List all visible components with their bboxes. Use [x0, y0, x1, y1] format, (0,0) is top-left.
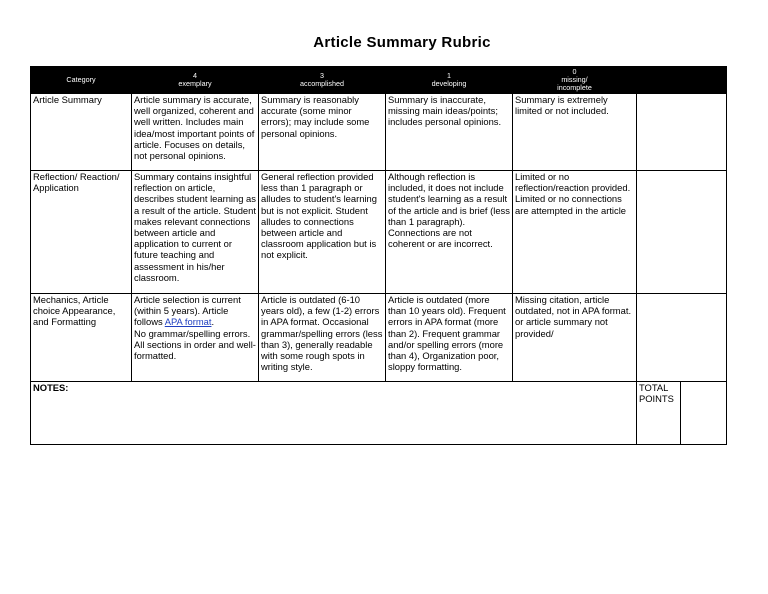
header-accomplished	[259, 67, 386, 94]
cell-text	[134, 294, 256, 328]
apa-format-link[interactable]: APA format	[164, 316, 212, 328]
cell-text-part: Article selection is current (within 5 years). Article follows	[134, 294, 241, 328]
cell-text: No grammar/spelling errors. All sections in order and well-formatted.	[134, 327, 256, 362]
header-row	[31, 67, 727, 94]
cell-exemplary: Summary contains insightful reflection on article, describes student learning as a result of the article. Student makes relevant connections between article and application to current or future teaching and assessment in his/her classroom.	[132, 171, 259, 294]
header-label-accomplished: accomplished	[300, 79, 344, 88]
row-category: Mechanics, Article choice Appearance, and Formatting	[31, 294, 132, 382]
header-label-exemplary: exemplary	[178, 79, 212, 88]
cell-incomplete: Summary is extremely limited or not included.	[513, 94, 637, 171]
header-exemplary	[132, 67, 259, 94]
cell-accomplished: Summary is reasonably accurate (some minor errors); may include some personal opinions.	[259, 94, 386, 171]
total-points-field[interactable]	[681, 382, 727, 445]
cell-incomplete	[513, 171, 637, 294]
total-points-label: TOTAL POINTS	[637, 382, 681, 445]
cell-text: Limited or no connections are attempted in the article	[515, 193, 626, 216]
header-category: Category	[31, 67, 132, 94]
cell-score[interactable]	[637, 94, 727, 171]
rubric-table	[30, 66, 727, 445]
cell-accomplished: General reflection provided less than 1 paragraph or alludes to student's learning but is not explicit. Student alludes to connections between article and classroom application but is not explicit.	[259, 171, 386, 294]
cell-developing: Summary is inaccurate, missing main ideas/points; includes personal opinions.	[386, 94, 513, 171]
header-developing	[386, 67, 513, 94]
notes-row	[31, 382, 727, 445]
row-category: Article Summary	[31, 94, 132, 171]
header-blank	[637, 67, 727, 94]
header-score-3: 3	[320, 70, 324, 80]
cell-score[interactable]	[637, 294, 727, 382]
rubric-title: Article Summary Rubric	[313, 34, 491, 51]
cell-text: Connections are not coherent or are incorrect.	[388, 227, 493, 250]
cell-developing: Article is outdated (more than 10 years old). Frequent errors in APA format (more than 2). Frequent grammar and/or spelling errors (more than 4), Organization poor, sloppy formatting.	[386, 294, 513, 382]
cell-exemplary: Article summary is accurate, well organized, coherent and well written. Includes main idea/most important points of article. Focuses on details, not personal opinions.	[132, 94, 259, 171]
cell-accomplished: Article is outdated (6-10 years old), a few (1-2) errors in APA format. Occasional grammar/spelling errors (less than 3), generally readable with some rough spots in writing style.	[259, 294, 386, 382]
header-score-4: 4	[193, 70, 197, 80]
row-category: Reflection/ Reaction/ Application	[31, 171, 132, 294]
cell-text: Although reflection is included, it does not include student's learning as a result of the article and is brief (less than 1 paragraph).	[388, 171, 510, 227]
cell-developing	[386, 171, 513, 294]
cell-text: Limited or no reflection/reaction provided.	[515, 171, 631, 194]
table-row	[31, 94, 727, 171]
cell-exemplary	[132, 294, 259, 382]
header-incomplete	[513, 67, 637, 94]
header-label-developing: developing	[431, 79, 467, 88]
cell-score[interactable]	[637, 171, 727, 294]
header-score-0: 0	[572, 66, 577, 76]
table-row	[31, 294, 727, 382]
cell-incomplete: Missing citation, article outdated, not in APA format. or article summary not provided/	[513, 294, 637, 382]
header-label-incomplete: incomplete	[557, 83, 592, 93]
header-score-1: 1	[447, 70, 451, 80]
table-row	[31, 171, 727, 294]
header-label-missing: missing/	[561, 74, 588, 84]
cell-text-part: .	[211, 316, 215, 328]
notes-label: NOTES:	[31, 382, 637, 445]
